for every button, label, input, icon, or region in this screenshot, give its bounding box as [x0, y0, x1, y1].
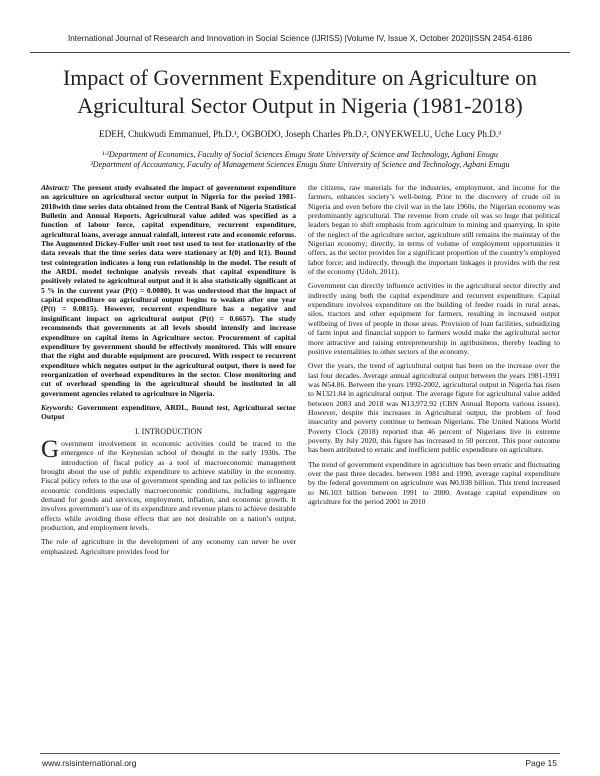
right-column — [308, 183, 560, 511]
abstract-text: The present study evaluated the impact of government expenditure on agriculture on agricultural sector output in Nigeria for the period 1981-2018with time series data obtained from the Central Bank of Nigeria Statistical Bulletin and Annual Reports. Agricultural value added was specified as a function of labour force, capital expenditure, recurrent expenditure, agricultural loans, average annual rainfall, interest rate and economic reforms. The Augmented Dickey-Fuller unit root test used to test for stationarity of the data reveals that the time series data were stationary at I(0) and I(1). Bound test cointegration indicates a long run relationship in the model. The result of the ARDL model technique analysis reveals that capital expenditure is positively related to agricultural output and it is also statistically significant at 5 % in the current year (P(t) = 0.0080). It was understood that the impact of capital expenditure on agricultural output begins to weaken after one year (P(t) = 0.0815). However, recurrent expenditure has a negative and insignificant impact on agricultural output (P(t) = 0.6657). The study recommends that governments at all levels should intensify and increase expenditure on capital items in Agriculture sector. Procurement of capital expenditure by government should be effectively monitored. This will ensure that the right and durable equipment are procured. With respect to recurrent expenditure which negates output in the agricultural output, there is need for reorganization of overhead expenditures in the sector. Close monitoring and cut of overhead spending in the agricultural should be instituted in all government agencies related to agriculture in Nigeria. — [41, 183, 296, 398]
abstract — [41, 183, 296, 398]
footer-divider — [40, 753, 560, 754]
body-paragraph: the citizens, raw materials for the industries, employment, and income for the farmers, enhances society’s well-being. Prior to the discovery of crude oil in Nigeria and even before the civil war in the late 1960s, the Nigerian economy was predominantly agricultural. The revenue from crude oil was so huge that political leaders began to shift emphasis from agriculture to mining and quarrying. In spite of the neglect of the agriculture sector, agriculture still remains the mainstay of the Nigerian economy; directly, in terms of volume of employment opportunities it offers, as the sector provides for a significant proportion of the country’s employed labor force; and indirectly, through the important linkages it provides with the rest of the economy (Udoh, 2011). — [308, 183, 560, 277]
body-paragraph: Government can directly influence activities in the agricultural sector directly and indirectly using both the capital expenditure and recurrent expenditure. Capital expenditure involves expenditure on the building of feeder roads in rural areas, silos, tractors and other equipment for farmers, resulting in increased output wellbeing of lives of people in those areas. Provision of loan facilities, subsidizing of farm input and financial support to farmers would make the agricultural sector more attractive and raising entrepreneurship in agribusiness, thereby leading to positive externalities to other sectors of the economy. — [308, 281, 560, 356]
affiliation-2: ³Department of Accountancy, Faculty of Management Sciences Enugu State University of Science and Technology, Agbani Enugu — [90, 160, 510, 169]
drop-cap: G — [41, 435, 60, 463]
body-paragraph: Over the years, the trend of agricultural output has been on the increase over the last four decades. Average annual agricultural output between the years 1981-1991 was ₦54.86. Between the years 1992-2002, agricultural output in Nigeria has risen to ₦1321.84 in agricultural output. The average figure for agricultural value added between 2003 and 2018 was ₦13,972.92 (CBN Annual Reports various issues). However, despite this increases in Agricultural output, the problem of food insecurity and poverty continue to bemoan Nigerians. The United Nations World Poverty Clock (2018) reported that 46 percent of Nigerians live in extreme poverty. By July 2020, this figure has increased to 50 percent. This poor outcome has been attributed to erratic and inefficient public expenditure on agriculture. — [308, 361, 560, 455]
intro-paragraph-1-text: overnment involvement in economic activities could be traced to the emergence of the Keynesian school of thought in the early 1930s. The introduction of fiscal policy as a tool of macroeconomic management brought about the use of public expenditure to achieve stability in the economy. Fiscal policy refers to the use of government spending and tax policies to influence economic conditions especially macroeconomic conditions, including aggregate demand for goods and services, employment, inflation, and economic growth. It involves government’s use of its expenditure and revenue plans to achieve desirable effects while avoiding those effects that are not desirable on a nation’s output, production, and employment levels. — [41, 438, 296, 533]
journal-header: International Journal of Research and Innovation in Social Science (IJRISS) |Volume IV, Issue X, October 2020|ISSN 2454-6186 — [67, 34, 533, 43]
keywords — [41, 403, 296, 422]
intro-paragraph-2: The role of agriculture in the development of any economy can never be over emphasized. Agriculture provides food for — [41, 537, 296, 556]
affiliation-1: ¹·²Department of Economics, Faculty of Social Sciences Enugu State University of Science and Technology, Agbani Enugu — [102, 150, 498, 159]
intro-paragraph-1 — [41, 435, 296, 533]
body-paragraph: The trend of government expenditure in agriculture has been erratic and fluctuating over the past three decades. between 1981 and 1990, average capital expenditure by the federal government on agriculture was ₦0.938 billion. This trend increased to ₦6.103 billion between 1991 to 2000. Average capital expenditure on agriculture for the period 2001 to 2010 — [308, 459, 560, 506]
paper-title: Impact of Government Expenditure on Agriculture on Agricultural Sector Output in Nigeria (1981-2018) — [62, 65, 538, 118]
page-number: Page 15 — [525, 758, 557, 768]
section-heading: I. INTRODUCTION — [134, 426, 203, 436]
keywords-text: Government expenditure, ARDL, Bound test, Agricultural sector Output — [41, 402, 296, 422]
footer-url: www.rsisinternational.org — [42, 758, 137, 768]
author-list: EDEH, Chukwudi Emmanuel, Ph.D.¹, OGBODO, Joseph Charles Ph.D.², ONYEKWELU, Uche Lucy Ph.D.³ — [98, 129, 501, 139]
keywords-label: Keywords: — [41, 402, 74, 412]
left-column — [41, 183, 296, 561]
abstract-label: Abstract: — [41, 183, 70, 192]
header-divider — [30, 52, 570, 53]
